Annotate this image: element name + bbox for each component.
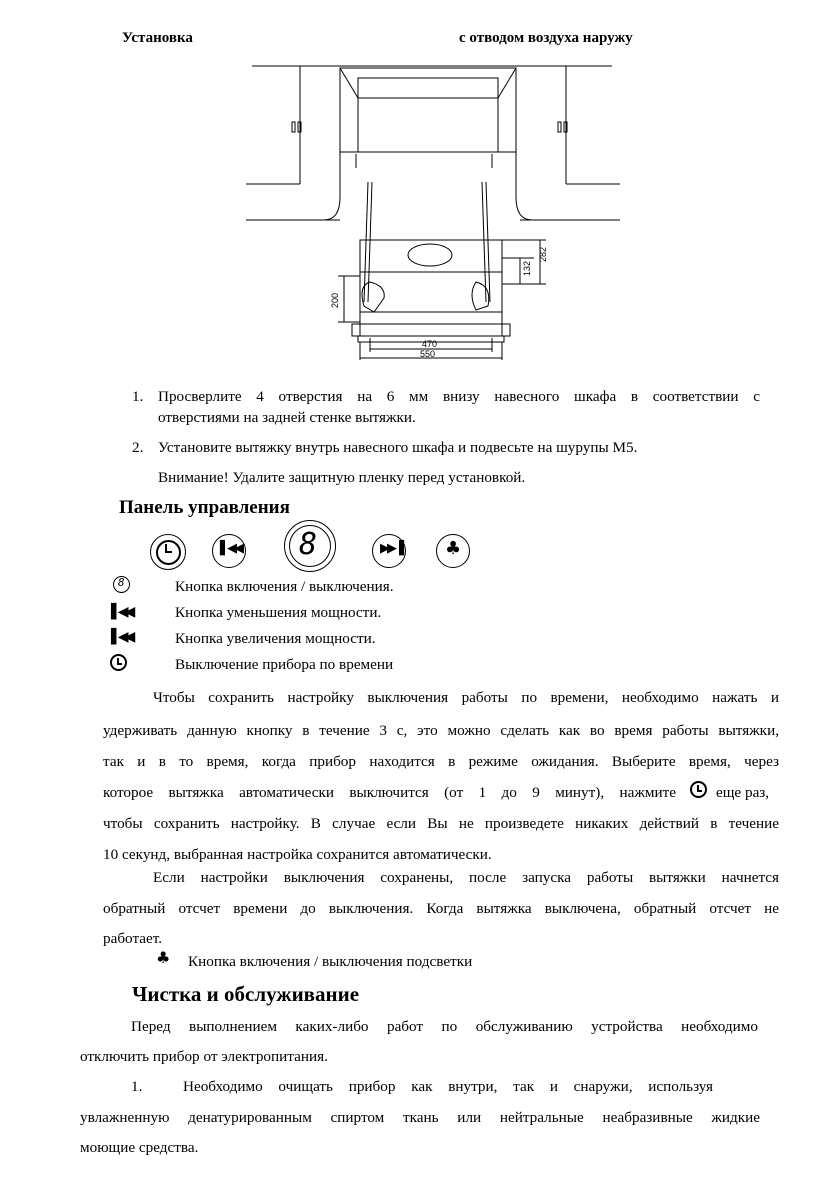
display-digit: 8 bbox=[299, 527, 318, 562]
light-button[interactable] bbox=[436, 534, 470, 568]
countdown-line-1: Если настройки выключения сохранены, после запуска работы вытяжки начнется bbox=[153, 869, 779, 886]
legend-light: Кнопка включения / выключения подсветки bbox=[188, 953, 473, 970]
step-1-line-2: отверстиями на задней стенке вытяжки. bbox=[158, 409, 416, 426]
timer-paragraph-line-4b: еще раз, bbox=[716, 784, 770, 801]
power-increase-button[interactable] bbox=[372, 534, 406, 568]
power-button[interactable] bbox=[284, 520, 336, 572]
step-2-number: 2. bbox=[132, 439, 144, 456]
legend-increase: Кнопка увеличения мощности. bbox=[175, 630, 376, 647]
power-decrease-button[interactable] bbox=[212, 534, 246, 568]
dim-132: 132 bbox=[522, 260, 532, 276]
light-icon: ♣ bbox=[156, 948, 171, 967]
light-icon: ♣ bbox=[445, 538, 462, 559]
step-2-line-1: Установите вытяжку внутрь навесного шкафа и подвесьте на шурупы М5. bbox=[158, 439, 638, 456]
timer-paragraph-line-3: так и в то время, когда прибор находится в режиме ожидания. Выберите время, через bbox=[103, 753, 779, 770]
rewind-icon: ▌◀◀ bbox=[111, 629, 132, 645]
dim-470: 470 bbox=[422, 339, 438, 349]
legend-decrease: Кнопка уменьшения мощности. bbox=[175, 604, 382, 621]
cleaning-item-line-2: увлажненную денатурированным спиртом ткань или нейтральные неабразивные жидкие bbox=[80, 1109, 760, 1126]
cleaning-item-number: 1. bbox=[131, 1078, 143, 1095]
rewind-icon: ▌◀◀ bbox=[111, 604, 132, 620]
legend-power: Кнопка включения / выключения. bbox=[175, 578, 394, 595]
timer-paragraph-line-4a: которое вытяжка автоматически выключится (от 1 до 9 минут), нажмите bbox=[103, 784, 676, 801]
step-1-number: 1. bbox=[132, 388, 144, 405]
cleaning-p1-line-1: Перед выполнением каких-либо работ по обслуживанию устройства необходимо bbox=[131, 1018, 758, 1035]
warning-text: Внимание! Удалите защитную пленку перед установкой. bbox=[158, 469, 526, 486]
panel-title: Панель управления bbox=[119, 497, 290, 518]
dim-550: 550 bbox=[420, 349, 436, 359]
cleaning-item-line-3: моющие средства. bbox=[80, 1139, 199, 1156]
rewind-icon: ▌◀◀ bbox=[220, 541, 241, 556]
dim-200: 200 bbox=[330, 292, 340, 308]
timer-button[interactable] bbox=[150, 534, 186, 570]
fast-forward-icon: ▶▶▐ bbox=[380, 541, 401, 556]
timer-paragraph-line-2: удерживать данную кнопку в течение 3 с, это можно сделать как во время работы вытяжки, bbox=[103, 722, 779, 739]
header-right: с отводом воздуха наружу bbox=[459, 30, 633, 46]
display-icon: 8 bbox=[113, 576, 130, 593]
timer-icon bbox=[690, 781, 707, 798]
installation-diagram bbox=[240, 62, 620, 372]
legend-timer: Выключение прибора по времени bbox=[175, 656, 394, 673]
countdown-line-2: обратный отсчет времени до выключения. Когда вытяжка выключена, обратный отсчет не bbox=[103, 900, 779, 917]
cleaning-p1-line-2: отключить прибор от электропитания. bbox=[80, 1048, 328, 1065]
timer-paragraph-line-5: чтобы сохранить настройку. В случае если Вы не произведете никаких действий в течение bbox=[103, 815, 779, 832]
dim-282: 282 bbox=[538, 246, 548, 262]
countdown-line-3: работает. bbox=[103, 930, 163, 947]
cleaning-title: Чистка и обслуживание bbox=[132, 982, 360, 1006]
header-left: Установка bbox=[122, 30, 193, 46]
cleaning-item-line-1: Необходимо очищать прибор как внутри, так и снаружи, используя bbox=[183, 1078, 713, 1095]
timer-icon bbox=[110, 654, 127, 671]
timer-paragraph-line-6: 10 секунд, выбранная настройка сохранится автоматически. bbox=[103, 846, 492, 863]
step-1-line-1: Просверлите 4 отверстия на 6 мм внизу навесного шкафа в соответствии с bbox=[158, 388, 760, 405]
timer-paragraph-line-1: Чтобы сохранить настройку выключения работы по времени, необходимо нажать и bbox=[153, 689, 779, 706]
